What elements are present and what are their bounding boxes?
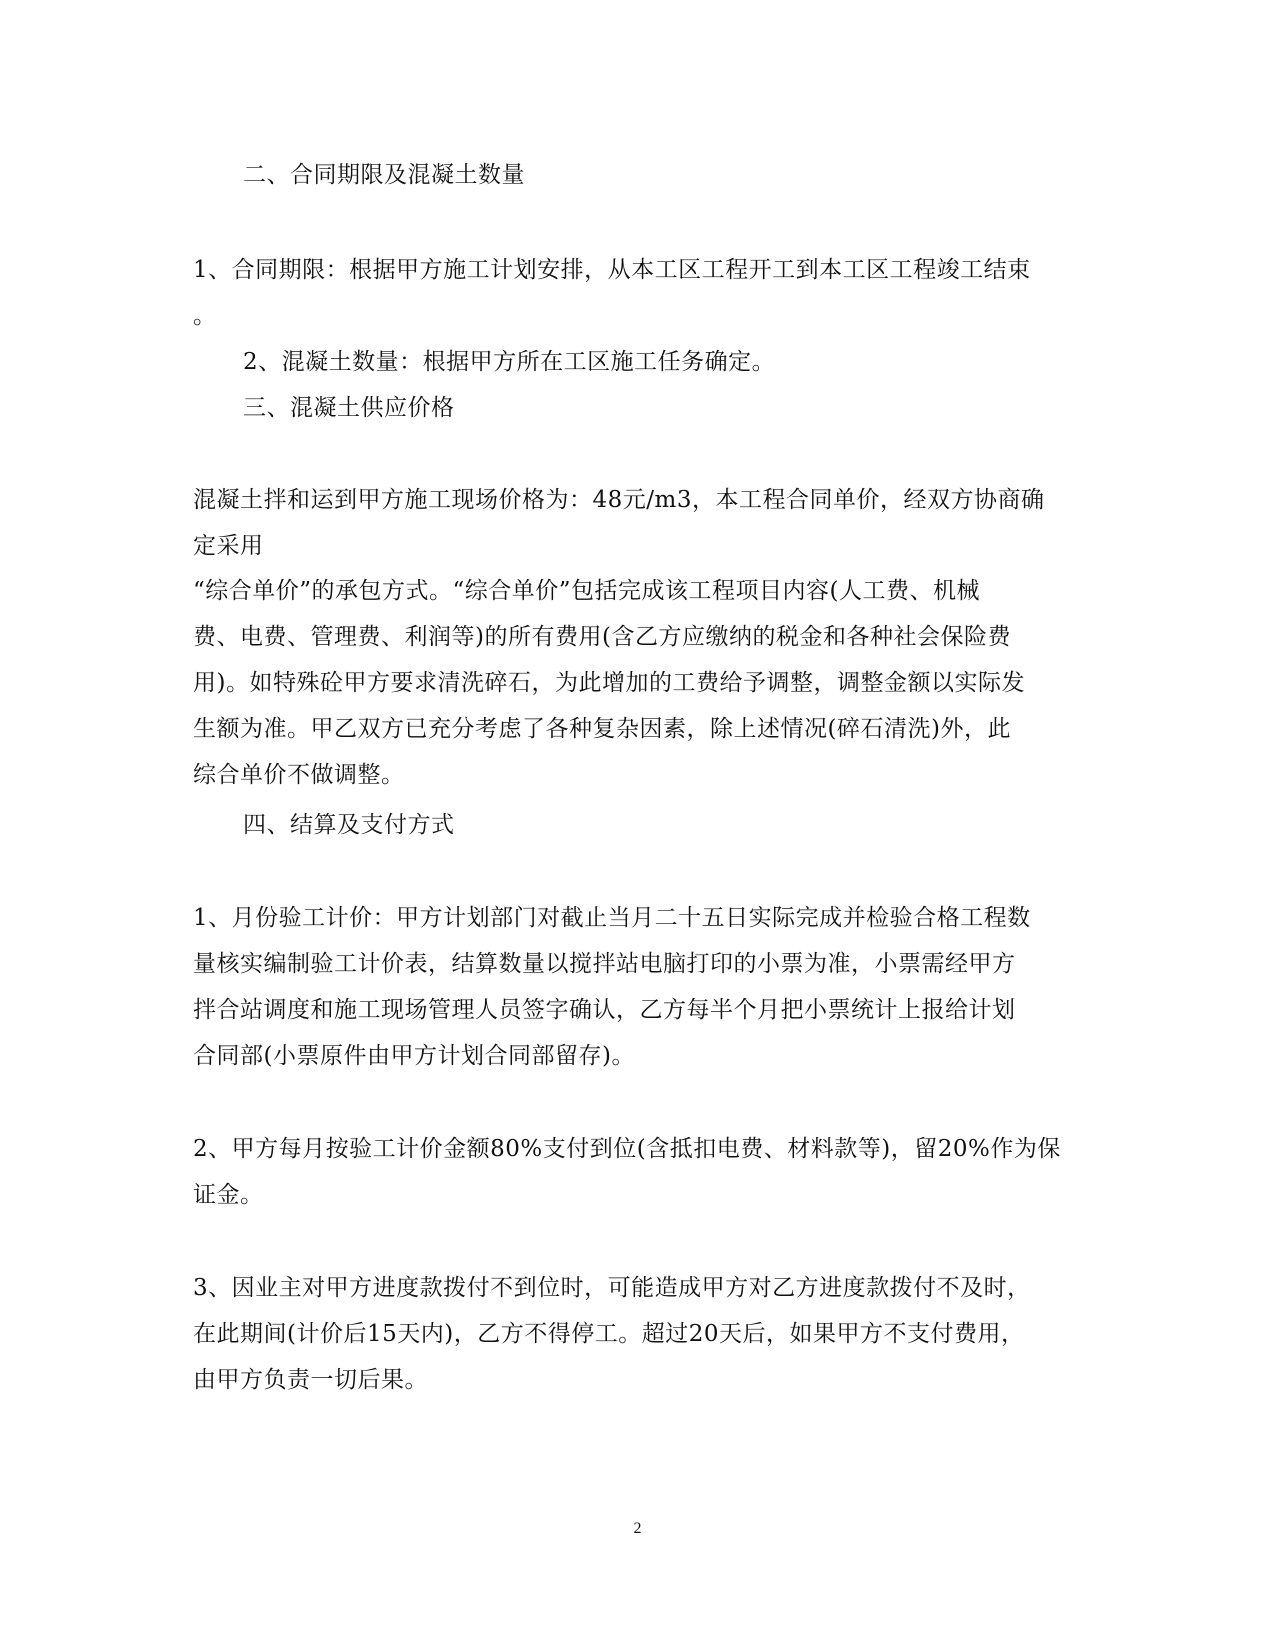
item-2-2: 2、混凝土数量：根据甲方所在工区施工任务确定。	[243, 349, 776, 375]
item-4-1-line: 拌合站调度和施工现场管理人员签字确认，乙方每半个月把小票统计上报给计划	[193, 997, 1016, 1023]
item-2-1-line: 1、合同期限：根据甲方施工计划安排，从本工区工程开工到本工区工程竣工结束	[193, 257, 1031, 283]
para-3-line: 综合单价不做调整。	[193, 762, 405, 788]
para-3-line: 费、电费、管理费、利润等)的所有费用(含乙方应缴纳的税金和各种社会保险费	[193, 624, 1011, 650]
para-3-line: “综合单价”的承包方式。“综合单价”包括完成该工程项目内容(人工费、机械	[193, 578, 981, 604]
item-4-3-line: 在此期间(计价后15天内)，乙方不得停工。超过20天后，如果甲方不支付费用，	[193, 1321, 1025, 1347]
item-4-1-line: 1、月份验工计价：甲方计划部门对截止当月二十五日实际完成并检验合格工程数	[193, 905, 1031, 931]
item-4-3-line: 由甲方负责一切后果。	[193, 1367, 428, 1393]
para-3-line: 混凝土拌和运到甲方施工现场价格为：48元/m3，本工程合同单价，经双方协商确	[193, 487, 1045, 513]
para-3-line: 定采用	[193, 533, 264, 559]
item-4-1-line: 量核实编制验工计价表，结算数量以搅拌站电脑打印的小票为准，小票需经甲方	[193, 951, 1016, 977]
section-heading-2: 二、合同期限及混凝土数量	[243, 162, 525, 188]
item-4-3-line: 3、因业主对甲方进度款拨付不到位时，可能造成甲方对乙方进度款拨付不及时，	[193, 1275, 1031, 1301]
item-4-1-line: 合同部(小票原件由甲方计划合同部留存)。	[193, 1043, 635, 1069]
para-3-line: 生额为准。甲乙双方已充分考虑了各种复杂因素，除上述情况(碎石清洗)外，此	[193, 716, 1011, 742]
section-heading-3: 三、混凝土供应价格	[243, 395, 455, 421]
para-3-line: 用)。如特殊砼甲方要求清洗碎石，为此增加的工费给予调整，调整金额以实际发	[193, 670, 1025, 696]
section-heading-4: 四、结算及支付方式	[243, 812, 455, 838]
item-2-1-line: 。	[193, 303, 217, 329]
page-number: 2	[633, 1520, 642, 1537]
item-4-2-line: 2、甲方每月按验工计价金额80%支付到位(含抵扣电费、材料款等)，留20%作为保	[193, 1136, 1061, 1162]
item-4-2-line: 证金。	[193, 1182, 264, 1208]
